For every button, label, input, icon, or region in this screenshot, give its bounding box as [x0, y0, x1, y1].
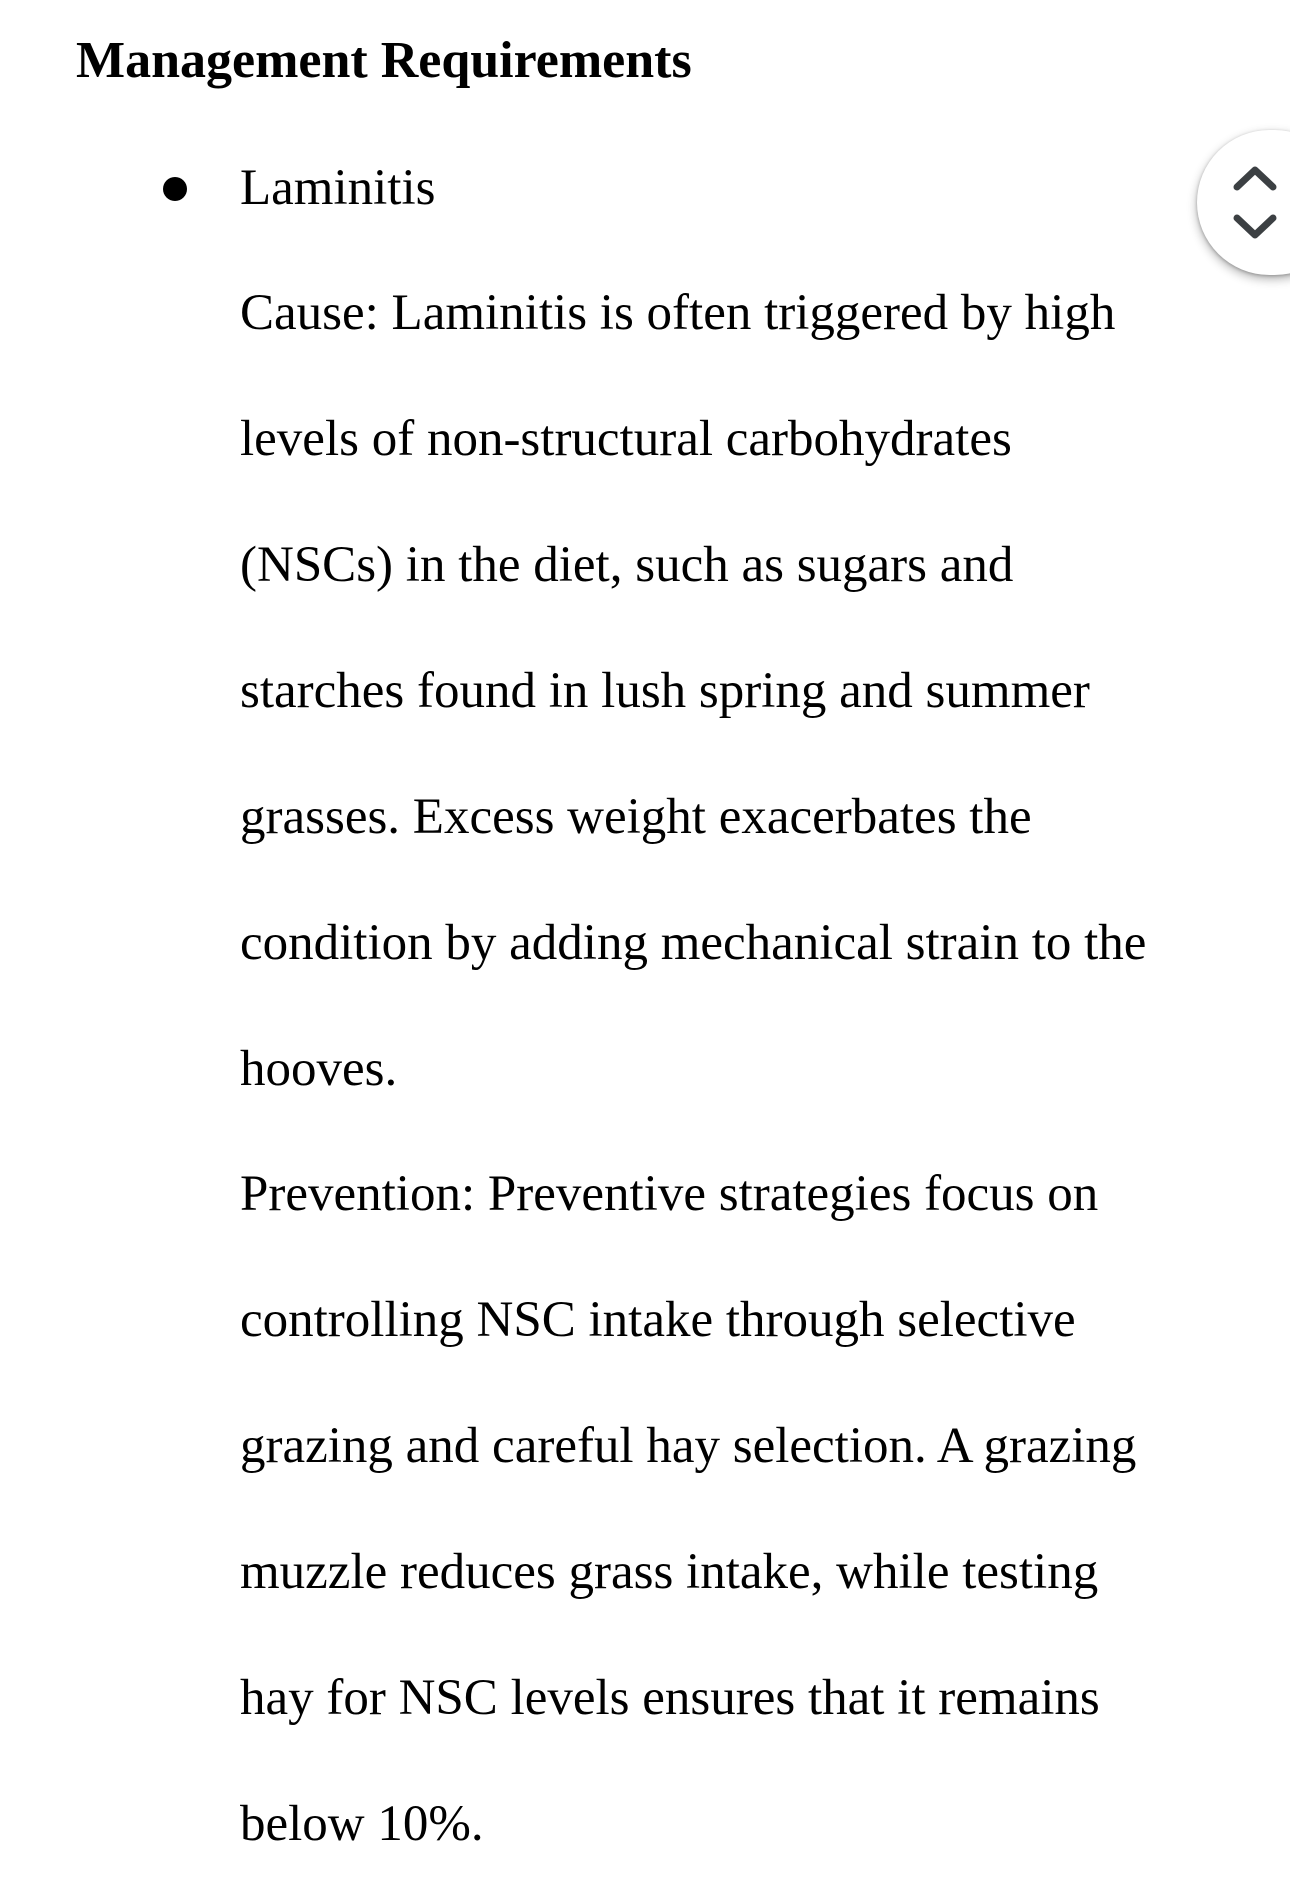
- text-line: Prevention: Preventive strategies focus on: [240, 1166, 1099, 1222]
- bullet-dot-icon: [163, 177, 187, 201]
- chevron-down-icon[interactable]: [1225, 208, 1285, 250]
- text-line: grasses. Excess weight exacerbates the: [240, 789, 1032, 845]
- text-line: condition by adding mechanical strain to the: [240, 915, 1147, 971]
- cause-paragraph: [240, 250, 1240, 1132]
- section-heading: Management Requirements: [76, 32, 692, 89]
- bullet-title: Laminitis: [240, 160, 436, 216]
- text-line: hooves.: [240, 1041, 398, 1097]
- text-line: below 10%.: [240, 1796, 484, 1852]
- text-line: Cause: Laminitis is often triggered by high: [240, 285, 1116, 341]
- text-line: (NSCs) in the diet, such as sugars and: [240, 537, 1014, 593]
- text-line: grazing and careful hay selection. A grazing: [240, 1418, 1137, 1474]
- text-line: muzzle reduces grass intake, while testing: [240, 1544, 1099, 1600]
- text-line: levels of non-structural carbohydrates: [240, 411, 1012, 467]
- text-line: starches found in lush spring and summer: [240, 663, 1090, 719]
- prevention-paragraph: [240, 1131, 1240, 1887]
- chevron-up-icon[interactable]: [1225, 155, 1285, 197]
- text-line: controlling NSC intake through selective: [240, 1292, 1076, 1348]
- text-line: hay for NSC levels ensures that it remains: [240, 1670, 1100, 1726]
